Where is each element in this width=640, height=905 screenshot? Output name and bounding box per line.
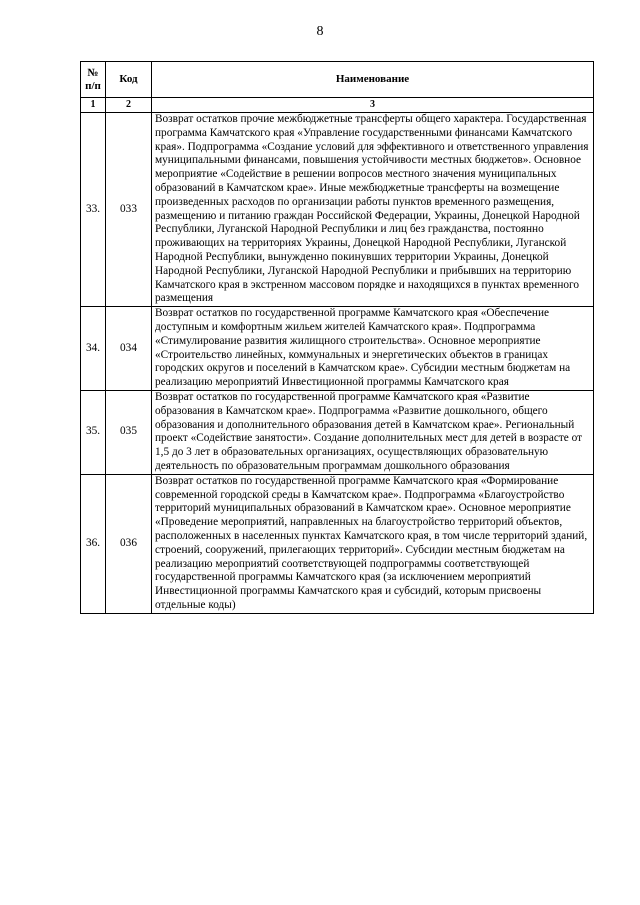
row-code: 036: [106, 474, 152, 613]
header-code: Код: [106, 62, 152, 98]
row-description: Возврат остатков по государственной программе Камчатского края «Обеспечение доступным и комфортным жильем жителей Камчатского края». Подпрограмма «Стимулирование развития жилищного строительства». Основное мероприятие «Строительство линейных, коммунальных и энергетических объектов в границах городских округов и поселений в Камчатском крае». Субсидии местным бюджетам на реализацию мероприятий Инвестиционной программы Камчатского края: [152, 307, 594, 391]
column-index: 2: [106, 98, 152, 113]
row-code: 034: [106, 307, 152, 391]
page-number: 8: [316, 24, 324, 39]
column-index: 3: [152, 98, 594, 113]
table-row: [81, 307, 594, 391]
row-code: 035: [106, 390, 152, 474]
row-number: 35.: [81, 390, 106, 474]
header-name: Наименование: [152, 62, 594, 98]
budget-codes-table: [80, 61, 594, 614]
row-number: 36.: [81, 474, 106, 613]
row-code: 033: [106, 113, 152, 307]
table-row: [81, 474, 594, 613]
table-row: [81, 390, 594, 474]
row-description: Возврат остатков по государственной программе Камчатского края «Формирование современной городской среды в Камчатском крае». Подпрограмма «Благоустройство территорий муниципальных образований в Камчатском крае». Основное мероприятие «Проведение мероприятий, направленных на благоустройство территорий объектов, расположенных в населенных пунктах Камчатского края, в том числе территорий зданий, строений, сооружений, прилегающих территорий». Субсидии местным бюджетам на реализацию мероприятий соответствующей подпрограммы соответствующей государственной программы Камчатского края (за исключением мероприятий Инвестиционной программы Камчатского края и субсидий, которым присвоены отдельные коды): [152, 474, 594, 613]
row-description: Возврат остатков по государственной программе Камчатского края «Развитие образования в Камчатском крае». Подпрограмма «Развитие дошкольного, общего образования и дополнительного образования детей в Камчатском крае». Региональный проект «Содействие занятости». Создание дополнительных мест для детей в возрасте от 1,5 до 3 лет в образовательных организациях, осуществляющих образовательную деятельность по образовательным программам дошкольного образования: [152, 390, 594, 474]
table-header-row: [81, 62, 594, 98]
header-num: № п/п: [81, 62, 106, 98]
table-row: [81, 113, 594, 307]
column-index-row: [81, 98, 594, 113]
row-number: 33.: [81, 113, 106, 307]
row-description: Возврат остатков прочие межбюджетные трансферты общего характера. Государственная программа Камчатского края «Управление государственными финансами Камчатского края». Подпрограмма «Создание условий для эффективного и ответственного управления муниципальными финансами, повышения устойчивости местных бюджетов». Основное мероприятие «Содействие в решении вопросов местного значения муниципальных образований в Камчатском крае». Иные межбюджетные трансферты на возмещение произведенных расходов по организации работы пунктов временного размещения, размещению и питанию граждан Российской Федерации, Украины, Донецкой Народной Республики, Луганской Народной Республики и лиц без гражданства, постоянно проживающих на территориях Украины, Донецкой Народной Республики, Луганской Народной Республики, вынужденно покинувших территории Украины, Донецкой Народной Республики, Луганской Народной Республики и прибывших на территорию Камчатского края в экстренном массовом порядке и находящихся в пунктах временного размещения: [152, 113, 594, 307]
row-number: 34.: [81, 307, 106, 391]
column-index: 1: [81, 98, 106, 113]
